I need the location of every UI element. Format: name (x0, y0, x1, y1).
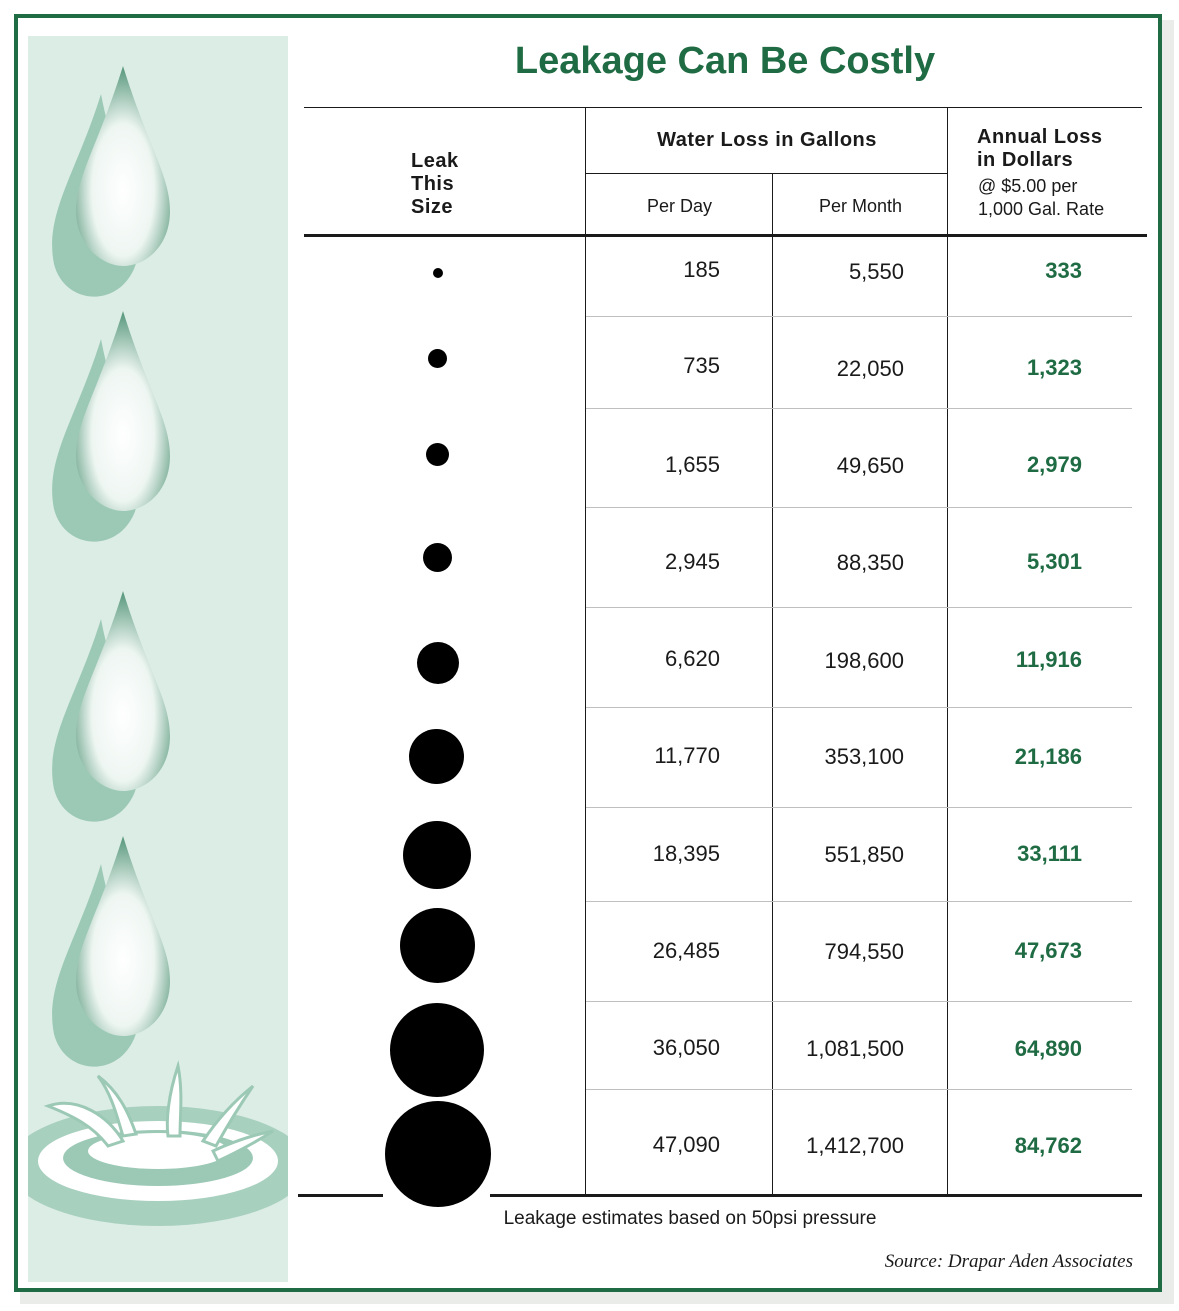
leak-size-header-line: This (411, 173, 455, 195)
annual-loss-value: 1,323 (1026, 355, 1082, 380)
table-bottom-rule-left (298, 1194, 383, 1197)
leak-size-dot-icon (390, 1003, 484, 1097)
column-divider (772, 174, 773, 1195)
per-month-header: Per Month (818, 196, 903, 216)
per-day-value: 18,395 (652, 841, 720, 866)
leak-size-dot-icon (409, 729, 464, 784)
decorative-sidebar (28, 36, 288, 1282)
annual-loss-value: 33,111 (1017, 841, 1082, 866)
per-month-value: 1,081,500 (806, 1036, 904, 1061)
source-credit: Source: Drapar Aden Associates (884, 1251, 1133, 1272)
leak-size-dot-icon (417, 642, 459, 684)
annual-loss-value: 84,762 (1014, 1133, 1082, 1158)
leak-size-dot-icon (385, 1101, 491, 1207)
annual-loss-value: 21,186 (1014, 744, 1082, 769)
per-month-value: 551,850 (824, 842, 904, 867)
per-month-value: 794,550 (824, 939, 904, 964)
per-day-header: Per Day (646, 196, 713, 216)
leak-size-dot-icon (428, 349, 447, 368)
annual-loss-value: 333 (1045, 258, 1082, 283)
water-drop-icon (52, 836, 170, 1067)
row-divider (586, 507, 1132, 508)
leak-size-dot-icon (426, 443, 449, 466)
row-divider (586, 807, 1132, 808)
leak-size-header (411, 150, 459, 219)
per-month-value: 49,650 (836, 453, 904, 478)
header-bottom-rule (304, 234, 1147, 237)
leak-size-dot-icon (400, 908, 475, 983)
annual-loss-value: 64,890 (1014, 1036, 1082, 1061)
rate-note (978, 175, 1104, 221)
water-splash-icon (28, 1066, 288, 1226)
row-divider (586, 408, 1132, 409)
rate-note-line: 1,000 Gal. Rate (978, 199, 1105, 219)
column-divider (585, 108, 586, 1195)
leak-size-dot-icon (423, 543, 452, 572)
row-divider (586, 607, 1132, 608)
water-drop-icon (52, 311, 170, 542)
per-day-value: 11,770 (654, 743, 720, 768)
group-header-rule (586, 173, 948, 174)
leak-size-dot-icon (403, 821, 471, 889)
water-loss-header: Water Loss in Gallons (657, 129, 877, 151)
table-top-rule (304, 107, 1142, 108)
annual-loss-header-line: in Dollars (977, 149, 1074, 171)
annual-loss-value: 47,673 (1014, 938, 1082, 963)
footnote: Leakage estimates based on 50psi pressure (503, 1208, 877, 1229)
row-divider (586, 901, 1132, 902)
per-month-value: 1,412,700 (806, 1133, 904, 1158)
row-divider (586, 1001, 1132, 1002)
per-day-value: 26,485 (652, 938, 720, 963)
per-day-value: 6,620 (664, 646, 720, 671)
row-divider (586, 707, 1132, 708)
water-drops-illustration (28, 36, 288, 1282)
leak-size-dot-icon (433, 268, 443, 278)
per-month-value: 353,100 (824, 744, 904, 769)
annual-loss-header-line: Annual Loss (977, 126, 1103, 148)
per-month-value: 198,600 (824, 648, 904, 673)
table-bottom-rule-right (490, 1194, 1142, 1197)
per-month-value: 88,350 (836, 550, 904, 575)
per-month-value: 22,050 (836, 356, 904, 381)
water-drop-icon (52, 591, 170, 822)
per-day-value: 735 (683, 353, 720, 378)
per-day-value: 185 (683, 257, 720, 282)
page-title: Leakage Can Be Costly (514, 40, 936, 82)
leak-size-header-line: Leak (411, 150, 459, 172)
per-month-value: 5,550 (848, 259, 904, 284)
row-divider (586, 1089, 1132, 1090)
annual-loss-value: 11,916 (1015, 647, 1082, 672)
column-divider (947, 108, 948, 1195)
annual-loss-value: 2,979 (1026, 452, 1082, 477)
leak-size-header-line: Size (411, 196, 454, 218)
water-drop-icon (52, 66, 170, 297)
row-divider (586, 316, 1132, 317)
per-day-value: 36,050 (652, 1035, 720, 1060)
per-day-value: 2,945 (664, 549, 720, 574)
annual-loss-header (977, 126, 1103, 172)
per-day-value: 47,090 (652, 1132, 720, 1157)
per-day-value: 1,655 (664, 452, 720, 477)
annual-loss-value: 5,301 (1026, 549, 1082, 574)
rate-note-line: @ $5.00 per (978, 176, 1078, 196)
